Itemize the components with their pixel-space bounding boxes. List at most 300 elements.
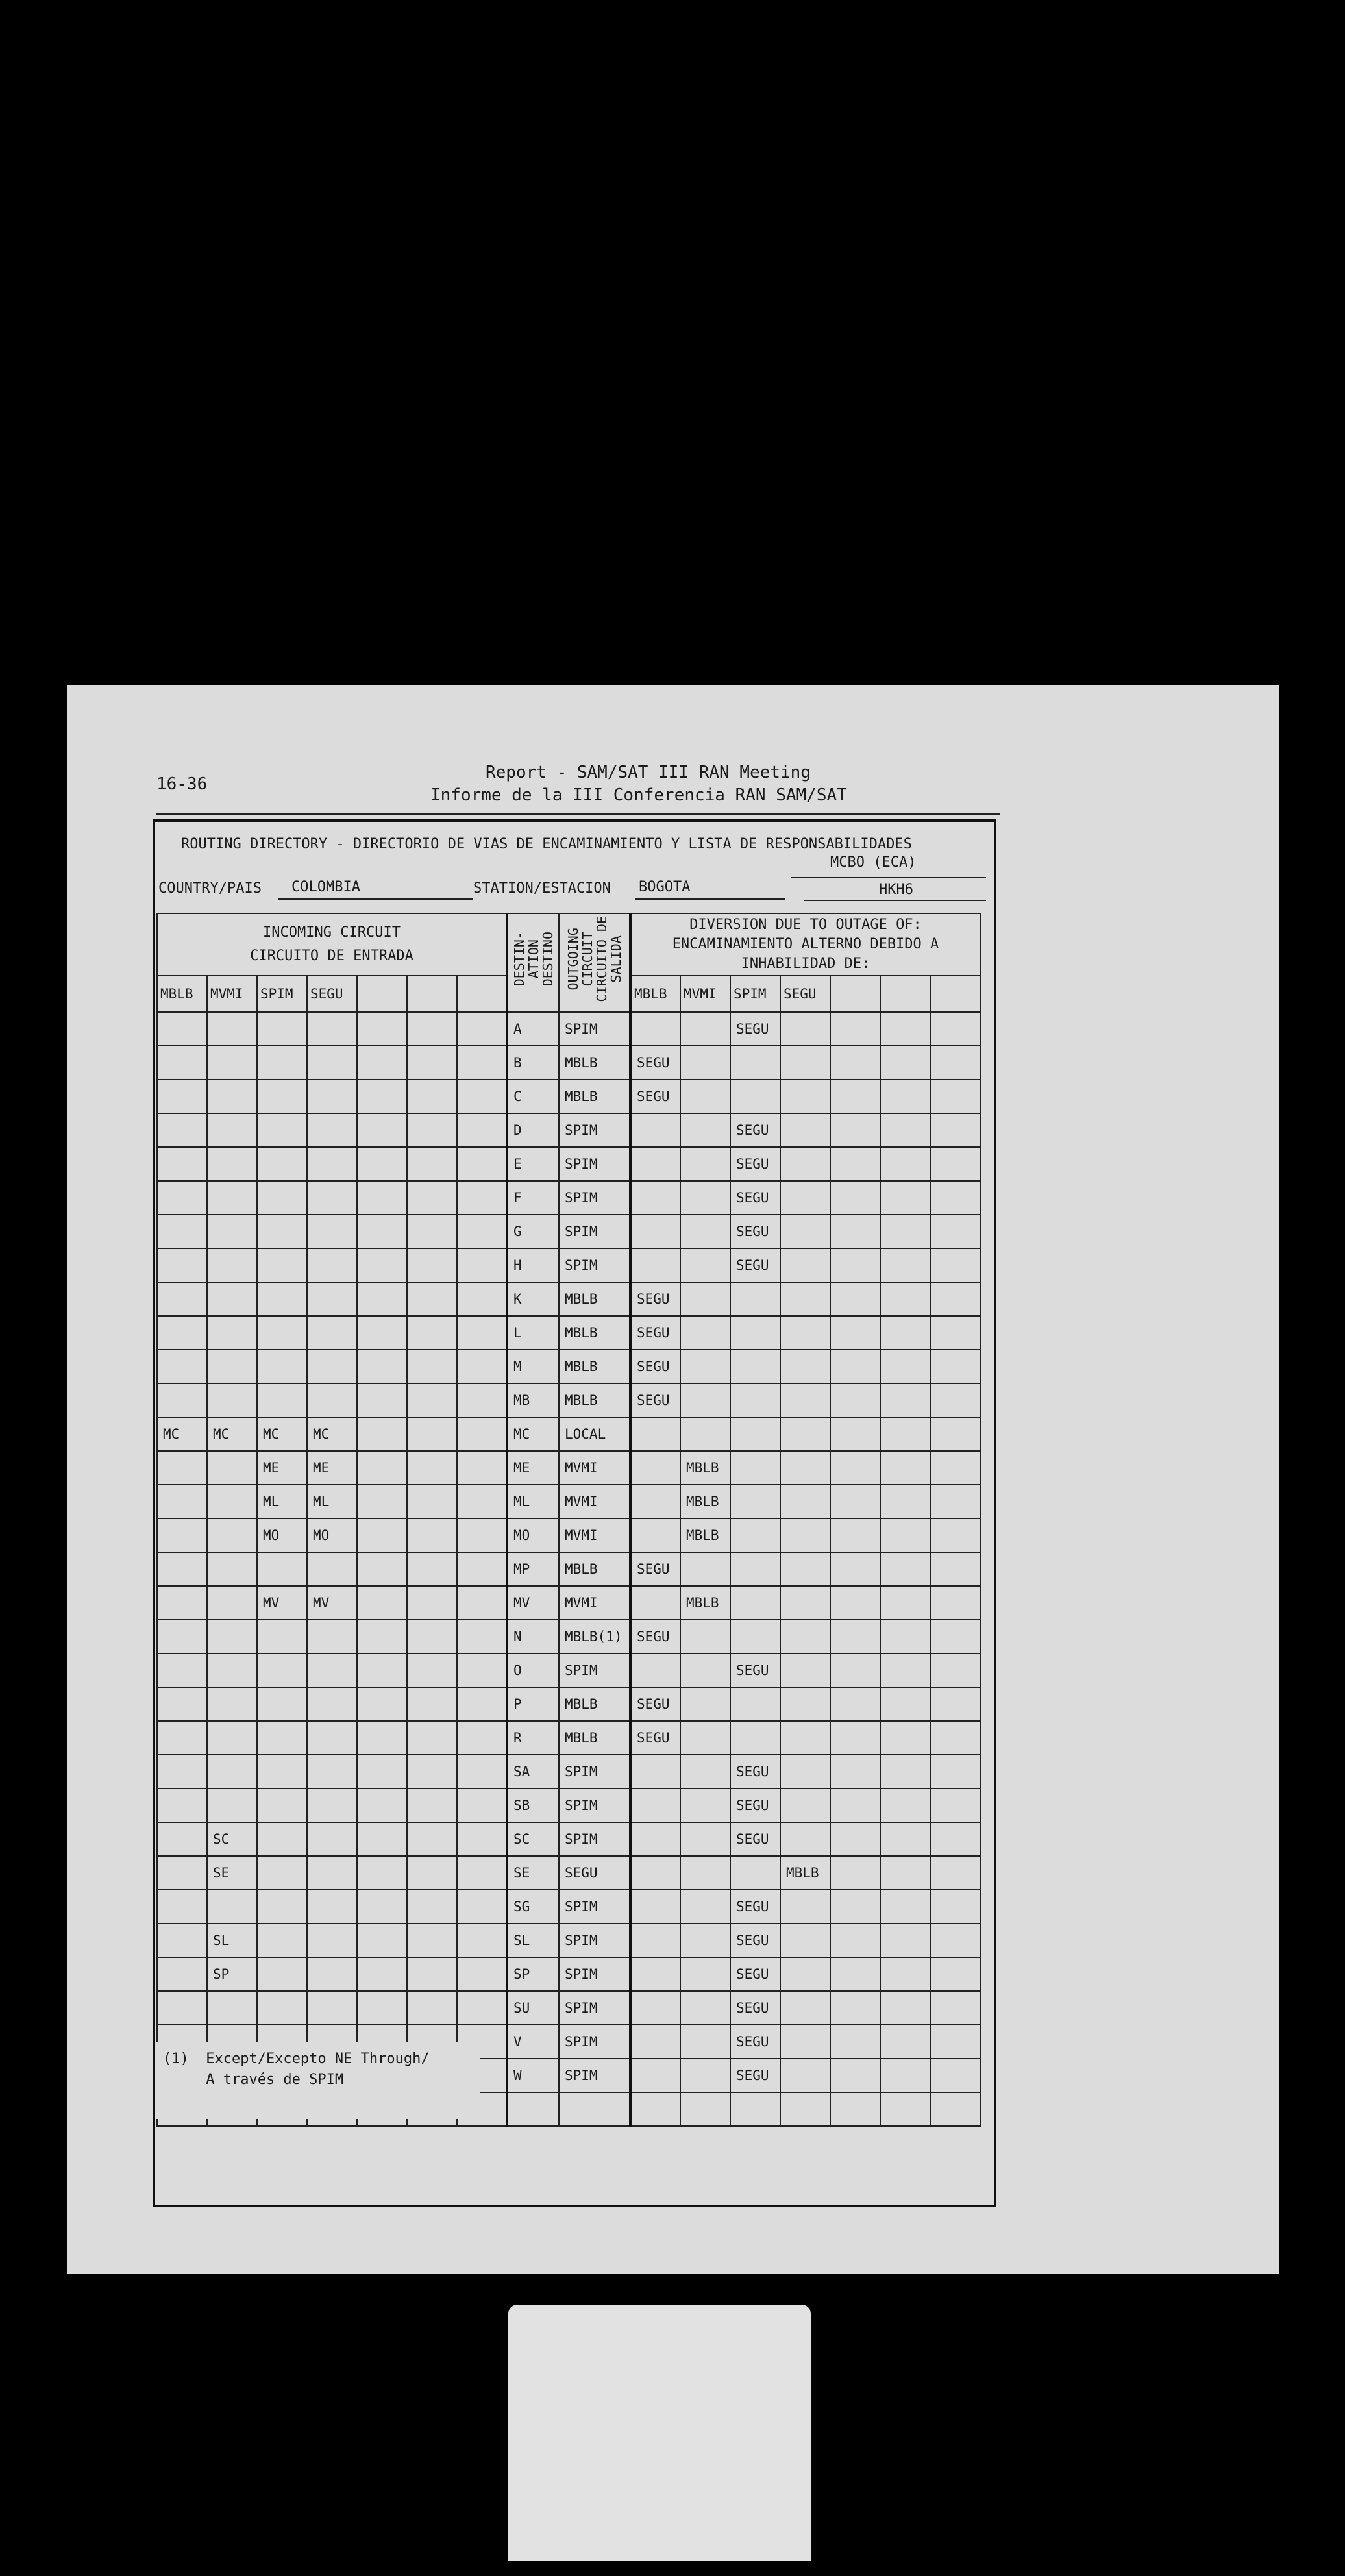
- incoming-cell: [357, 1350, 407, 1383]
- incoming-cell: [207, 1147, 257, 1181]
- diversion-cell: SEGU: [730, 1991, 780, 2025]
- diversion-cell: [880, 1012, 930, 1046]
- destination-cell: [507, 2092, 559, 2126]
- country-underline: [278, 898, 473, 900]
- diversion-cell: [780, 2025, 830, 2059]
- diversion-cell: [780, 1417, 830, 1451]
- incoming-cell: [407, 1620, 457, 1653]
- incoming-cell: ME: [257, 1451, 307, 1485]
- diversion-cell: [880, 1417, 930, 1451]
- diversion-cell: [730, 1620, 780, 1653]
- incoming-cell: [457, 1687, 507, 1721]
- diversion-cell: [630, 1957, 680, 1991]
- incoming-cell: [207, 1485, 257, 1518]
- diversion-cell: [880, 2059, 930, 2092]
- diversion-cell: [880, 1755, 930, 1789]
- blank-card: [508, 2305, 811, 2561]
- incoming-cell: [457, 1316, 507, 1350]
- diversion-cell: SEGU: [630, 1046, 680, 1080]
- incoming-cell: [257, 1080, 307, 1113]
- incoming-cell: [457, 1046, 507, 1080]
- incoming-cell: [207, 1653, 257, 1687]
- incoming-cell: [257, 1552, 307, 1586]
- table-row: [157, 1350, 980, 1383]
- callsign-value: HKH6: [879, 882, 913, 898]
- mcbo-underline: [791, 877, 986, 878]
- diversion-cell: [930, 1012, 980, 1046]
- diversion-cell: [880, 1789, 930, 1822]
- incoming-cell: [457, 1890, 507, 1924]
- diversion-cell: [830, 1789, 880, 1822]
- incoming-cell: [207, 1890, 257, 1924]
- incoming-cell: [257, 1755, 307, 1789]
- incoming-cell: [407, 1316, 457, 1350]
- diversion-cell: SEGU: [730, 2059, 780, 2092]
- diversion-cell: [780, 1147, 830, 1181]
- diversion-cell: SEGU: [730, 1890, 780, 1924]
- table-row: [157, 1924, 980, 1957]
- destination-cell: C: [507, 1080, 559, 1113]
- diversion-cell: [630, 1518, 680, 1552]
- incoming-cell: [157, 1552, 207, 1586]
- incoming-cell: ML: [257, 1485, 307, 1518]
- outgoing-cell: MBLB: [559, 1687, 630, 1721]
- diversion-cell: SEGU: [730, 1181, 780, 1215]
- incoming-cell: [257, 1620, 307, 1653]
- diversion-cell: [680, 1721, 730, 1755]
- destination-cell: SU: [507, 1991, 559, 2025]
- diversion-column-header: [880, 976, 930, 1012]
- incoming-cell: [157, 1991, 207, 2025]
- outgoing-cell: MVMI: [559, 1518, 630, 1552]
- diversion-cell: [830, 2025, 880, 2059]
- incoming-cell: [257, 1856, 307, 1890]
- incoming-cell: [307, 1046, 357, 1080]
- diversion-cell: [930, 1383, 980, 1417]
- incoming-cell: [357, 1485, 407, 1518]
- incoming-cell: [357, 1789, 407, 1822]
- diversion-cell: [880, 1620, 930, 1653]
- incoming-cell: [207, 1012, 257, 1046]
- table-row: [157, 1957, 980, 1991]
- diversion-cell: [830, 1248, 880, 1282]
- diversion-cell: [880, 1856, 930, 1890]
- outgoing-cell: SPIM: [559, 1113, 630, 1147]
- incoming-cell: [257, 1113, 307, 1147]
- incoming-cell: [457, 1113, 507, 1147]
- diversion-cell: [880, 1080, 930, 1113]
- incoming-cell: [157, 1147, 207, 1181]
- diversion-cell: [880, 1822, 930, 1856]
- incoming-cell: [457, 1485, 507, 1518]
- diversion-cell: [780, 2059, 830, 2092]
- incoming-cell: [157, 1485, 207, 1518]
- diversion-cell: MBLB: [680, 1586, 730, 1620]
- incoming-cell: SE: [207, 1856, 257, 1890]
- incoming-cell: [257, 1991, 307, 2025]
- incoming-cell: [457, 1350, 507, 1383]
- diversion-cell: [930, 2059, 980, 2092]
- incoming-column-header: MBLB: [157, 976, 207, 1012]
- diversion-cell: [830, 1620, 880, 1653]
- table-row: [157, 1653, 980, 1687]
- incoming-cell: [257, 1687, 307, 1721]
- country-value: COLOMBIA: [291, 879, 360, 895]
- diversion-cell: [680, 1653, 730, 1687]
- outgoing-cell: SPIM: [559, 1248, 630, 1282]
- incoming-cell: [407, 1991, 457, 2025]
- diversion-cell: [630, 1113, 680, 1147]
- diversion-cell: SEGU: [630, 1316, 680, 1350]
- incoming-cell: [257, 1046, 307, 1080]
- incoming-cell: [407, 1957, 457, 1991]
- diversion-cell: [930, 1890, 980, 1924]
- diversion-cell: [830, 1080, 880, 1113]
- outgoing-cell: MBLB: [559, 1046, 630, 1080]
- incoming-cell: [257, 1181, 307, 1215]
- destination-cell: O: [507, 1653, 559, 1687]
- diversion-cell: [780, 1822, 830, 1856]
- outgoing-cell: SPIM: [559, 2025, 630, 2059]
- diversion-cell: [630, 1991, 680, 2025]
- destination-cell: SB: [507, 1789, 559, 1822]
- diversion-cell: [930, 1282, 980, 1316]
- incoming-cell: [307, 1653, 357, 1687]
- diversion-cell: [930, 1721, 980, 1755]
- incoming-circuit-header: [157, 913, 507, 976]
- incoming-cell: [407, 1147, 457, 1181]
- incoming-cell: [307, 1113, 357, 1147]
- destination-cell: SG: [507, 1890, 559, 1924]
- station-value: BOGOTA: [639, 879, 691, 895]
- incoming-cell: [357, 1822, 407, 1856]
- diversion-cell: [780, 1518, 830, 1552]
- diversion-cell: [730, 1485, 780, 1518]
- diversion-cell: [780, 1350, 830, 1383]
- incoming-cell: [457, 1181, 507, 1215]
- incoming-cell: [307, 1856, 357, 1890]
- diversion-cell: MBLB: [680, 1485, 730, 1518]
- incoming-cell: [207, 1080, 257, 1113]
- destination-header: [507, 913, 559, 1012]
- diversion-column-header: MBLB: [630, 976, 680, 1012]
- incoming-cell: [357, 1518, 407, 1552]
- incoming-cell: [357, 1856, 407, 1890]
- table-row: [157, 1518, 980, 1552]
- diversion-cell: [880, 1248, 930, 1282]
- diversion-cell: [880, 1350, 930, 1383]
- diversion-cell: SEGU: [630, 1552, 680, 1586]
- diversion-cell: [780, 1282, 830, 1316]
- diversion-cell: [630, 1586, 680, 1620]
- diversion-cell: [730, 1282, 780, 1316]
- diversion-cell: [930, 1518, 980, 1552]
- diversion-title: DIVERSION DUE TO OUTAGE OF: ENCAMINAMIENTO ALTERNO DEBIDO A INHABILIDAD DE:: [672, 917, 939, 972]
- incoming-cell: [457, 1383, 507, 1417]
- incoming-cell: [457, 1586, 507, 1620]
- incoming-cell: [407, 1822, 457, 1856]
- diversion-cell: [880, 1653, 930, 1687]
- incoming-cell: [307, 1552, 357, 1586]
- incoming-title-es: CIRCUITO DE ENTRADA: [250, 948, 413, 964]
- incoming-cell: [157, 1620, 207, 1653]
- diversion-cell: [630, 1147, 680, 1181]
- diversion-cell: [780, 1620, 830, 1653]
- destination-cell: SP: [507, 1957, 559, 1991]
- outgoing-circuit-label: OUTGOING CIRCUIT CIRCUITO DE SALIDA: [565, 915, 624, 1002]
- incoming-cell: [157, 1789, 207, 1822]
- incoming-cell: [357, 1282, 407, 1316]
- table-row: [157, 1822, 980, 1856]
- destination-cell: SA: [507, 1755, 559, 1789]
- table-row: [157, 1215, 980, 1248]
- diversion-cell: SEGU: [730, 1822, 780, 1856]
- incoming-cell: [307, 1147, 357, 1181]
- incoming-cell: MC: [257, 1417, 307, 1451]
- diversion-cell: SEGU: [630, 1721, 680, 1755]
- outgoing-cell: MBLB(1): [559, 1620, 630, 1653]
- diversion-cell: [780, 1552, 830, 1586]
- diversion-cell: [880, 1721, 930, 1755]
- diversion-cell: [780, 1113, 830, 1147]
- diversion-cell: [930, 1080, 980, 1113]
- diversion-cell: [930, 1620, 980, 1653]
- incoming-cell: [457, 1620, 507, 1653]
- incoming-cell: [357, 1181, 407, 1215]
- incoming-cell: [407, 1350, 457, 1383]
- incoming-cell: [407, 1924, 457, 1957]
- incoming-cell: [357, 1620, 407, 1653]
- diversion-cell: [930, 1350, 980, 1383]
- incoming-cell: [357, 1113, 407, 1147]
- diversion-cell: [680, 1012, 730, 1046]
- destination-cell: D: [507, 1113, 559, 1147]
- diversion-cell: [730, 1721, 780, 1755]
- diversion-cell: SEGU: [730, 1113, 780, 1147]
- incoming-cell: [407, 1485, 457, 1518]
- destination-cell: H: [507, 1248, 559, 1282]
- incoming-cell: [357, 1215, 407, 1248]
- outgoing-cell: SPIM: [559, 1890, 630, 1924]
- diversion-cell: [830, 1755, 880, 1789]
- table-row: [157, 1417, 980, 1451]
- diversion-cell: [630, 1215, 680, 1248]
- diversion-cell: [780, 1012, 830, 1046]
- destination-cell: B: [507, 1046, 559, 1080]
- diversion-cell: [680, 1755, 730, 1789]
- outgoing-cell: SPIM: [559, 1822, 630, 1856]
- diversion-cell: [880, 1485, 930, 1518]
- destination-label-en: DESTIN- ATION: [511, 931, 541, 987]
- incoming-cell: [357, 1012, 407, 1046]
- diversion-cell: [780, 1755, 830, 1789]
- diversion-cell: SEGU: [730, 1653, 780, 1687]
- country-label: COUNTRY/PAIS: [158, 880, 262, 897]
- diversion-cell: [630, 1248, 680, 1282]
- diversion-cell: [930, 1653, 980, 1687]
- incoming-cell: [407, 1721, 457, 1755]
- table-row: [157, 1755, 980, 1789]
- diversion-cell: [730, 1383, 780, 1417]
- destination-cell: L: [507, 1316, 559, 1350]
- header-rule: [156, 813, 1000, 815]
- diversion-cell: [830, 1485, 880, 1518]
- incoming-cell: [157, 1957, 207, 1991]
- incoming-cell: [157, 1822, 207, 1856]
- incoming-cell: [307, 1383, 357, 1417]
- diversion-cell: [680, 1890, 730, 1924]
- table-row: [157, 1552, 980, 1586]
- table-row: [157, 1012, 980, 1046]
- incoming-cell: [407, 1080, 457, 1113]
- diversion-cell: [730, 1687, 780, 1721]
- diversion-cell: [730, 2092, 780, 2126]
- diversion-cell: [680, 2059, 730, 2092]
- diversion-cell: [630, 2092, 680, 2126]
- diversion-cell: [930, 1046, 980, 1080]
- report-title-en: Report - SAM/SAT III RAN Meeting: [486, 763, 811, 782]
- routing-directory-form: [153, 819, 996, 2207]
- diversion-cell: [780, 1991, 830, 2025]
- incoming-cell: [457, 1991, 507, 2025]
- diversion-cell: [930, 1316, 980, 1350]
- diversion-cell: [830, 1518, 880, 1552]
- incoming-column-header: MVMI: [207, 976, 257, 1012]
- outgoing-cell: MBLB: [559, 1282, 630, 1316]
- outgoing-cell: MVMI: [559, 1451, 630, 1485]
- destination-cell: N: [507, 1620, 559, 1653]
- diversion-cell: [630, 1789, 680, 1822]
- table-row: [157, 1282, 980, 1316]
- incoming-cell: [207, 1991, 257, 2025]
- table-row: [157, 1620, 980, 1653]
- incoming-cell: ML: [307, 1485, 357, 1518]
- table-row: [157, 1046, 980, 1080]
- diversion-cell: [880, 2092, 930, 2126]
- diversion-cell: SEGU: [730, 1147, 780, 1181]
- incoming-cell: [257, 1789, 307, 1822]
- outgoing-cell: SPIM: [559, 1755, 630, 1789]
- diversion-cell: [630, 1822, 680, 1856]
- outgoing-circuit-header: [559, 913, 630, 1012]
- incoming-cell: [457, 1012, 507, 1046]
- incoming-cell: [407, 1248, 457, 1282]
- destination-label-es: DESTINO: [539, 931, 556, 987]
- destination-cell: ME: [507, 1451, 559, 1485]
- incoming-cell: [357, 1957, 407, 1991]
- incoming-cell: [257, 1248, 307, 1282]
- diversion-cell: [630, 1181, 680, 1215]
- table-row: [157, 1586, 980, 1620]
- table-row: [157, 1687, 980, 1721]
- incoming-cell: [207, 1383, 257, 1417]
- diversion-cell: SEGU: [630, 1282, 680, 1316]
- outgoing-cell: MBLB: [559, 1350, 630, 1383]
- diversion-cell: [680, 1620, 730, 1653]
- diversion-cell: [830, 1822, 880, 1856]
- diversion-cell: SEGU: [730, 1755, 780, 1789]
- table-row: [157, 1789, 980, 1822]
- destination-cell: M: [507, 1350, 559, 1383]
- diversion-cell: [830, 1721, 880, 1755]
- incoming-cell: [357, 1924, 407, 1957]
- diversion-cell: [730, 1586, 780, 1620]
- incoming-cell: [157, 1383, 207, 1417]
- table-row: [157, 1890, 980, 1924]
- diversion-cell: [680, 2025, 730, 2059]
- table-row: [157, 1080, 980, 1113]
- diversion-cell: SEGU: [730, 1248, 780, 1282]
- incoming-cell: [407, 1113, 457, 1147]
- destination-cell: MB: [507, 1383, 559, 1417]
- diversion-cell: [780, 2092, 830, 2126]
- diversion-cell: SEGU: [630, 1383, 680, 1417]
- table-row: [157, 1991, 980, 2025]
- diversion-cell: SEGU: [730, 1957, 780, 1991]
- incoming-cell: [307, 1687, 357, 1721]
- destination-cell: W: [507, 2059, 559, 2092]
- incoming-cell: [207, 1350, 257, 1383]
- incoming-cell: [307, 1080, 357, 1113]
- incoming-cell: [157, 1350, 207, 1383]
- incoming-cell: [157, 1890, 207, 1924]
- diversion-cell: [680, 2092, 730, 2126]
- diversion-cell: [780, 1046, 830, 1080]
- diversion-cell: [830, 1890, 880, 1924]
- diversion-column-header: [830, 976, 880, 1012]
- incoming-cell: [207, 1687, 257, 1721]
- outgoing-cell: SPIM: [559, 1653, 630, 1687]
- outgoing-cell: SPIM: [559, 1215, 630, 1248]
- diversion-cell: MBLB: [680, 1451, 730, 1485]
- incoming-cell: [407, 1181, 457, 1215]
- destination-cell: K: [507, 1282, 559, 1316]
- diversion-cell: [830, 1924, 880, 1957]
- incoming-cell: [357, 1147, 407, 1181]
- incoming-cell: [307, 1282, 357, 1316]
- callsign-underline: [804, 900, 986, 901]
- diversion-cell: SEGU: [730, 2025, 780, 2059]
- incoming-cell: [157, 1924, 207, 1957]
- incoming-cell: [307, 1215, 357, 1248]
- table-row: [157, 1113, 980, 1147]
- incoming-cell: [457, 1856, 507, 1890]
- diversion-cell: [630, 2025, 680, 2059]
- incoming-cell: [207, 1316, 257, 1350]
- diversion-cell: [730, 1856, 780, 1890]
- outgoing-cell: MBLB: [559, 1383, 630, 1417]
- diversion-header: [630, 913, 980, 976]
- diversion-cell: [630, 1856, 680, 1890]
- diversion-cell: [880, 1282, 930, 1316]
- incoming-cell: [457, 1957, 507, 1991]
- incoming-cell: [207, 1113, 257, 1147]
- diversion-cell: [880, 1181, 930, 1215]
- diversion-cell: [680, 1215, 730, 1248]
- diversion-cell: [880, 1957, 930, 1991]
- diversion-cell: [830, 1417, 880, 1451]
- diversion-cell: [880, 1924, 930, 1957]
- incoming-cell: [257, 1653, 307, 1687]
- destination-cell: F: [507, 1181, 559, 1215]
- diversion-cell: [880, 1991, 930, 2025]
- diversion-cell: [930, 1822, 980, 1856]
- outgoing-cell: SPIM: [559, 1957, 630, 1991]
- diversion-cell: [830, 1856, 880, 1890]
- diversion-column-header: SEGU: [780, 976, 830, 1012]
- incoming-cell: [307, 1248, 357, 1282]
- outgoing-cell: SPIM: [559, 1924, 630, 1957]
